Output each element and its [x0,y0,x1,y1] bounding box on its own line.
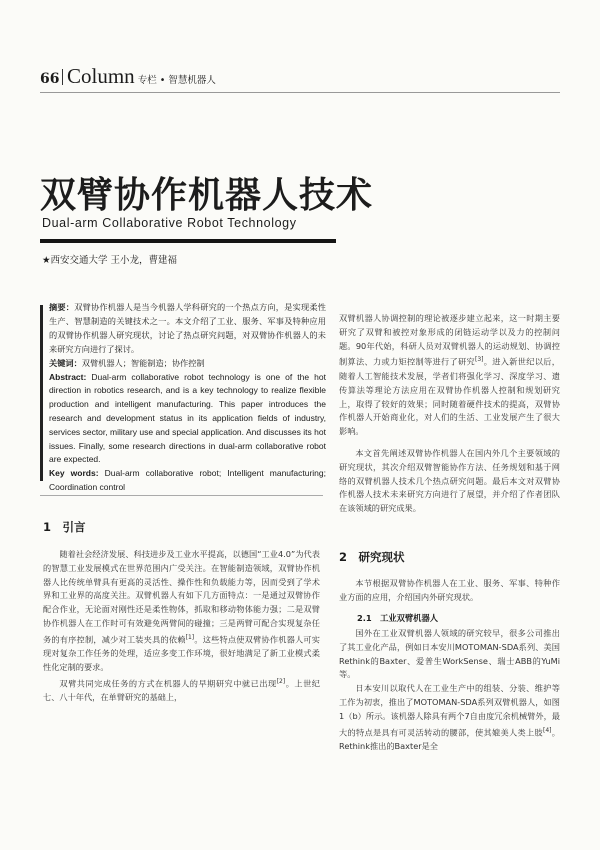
sub-p2-end: 。Rethink推出的Baxter是全 [339,727,560,752]
status-intro-wrap [339,577,560,605]
column-label: Column [67,64,135,88]
subsection-paragraph-1: 国外在工业双臂机器人领域的研究较早，很多公司推出了其工业化产品，例如日本安川MOTOMAN-SDA系列、美国Rethink的Baxter、爱普生WorkSense、瑞士ABB的YuMi等。 [339,628,560,680]
running-header [40,64,216,90]
intro-paragraph-2 [43,675,320,705]
ref-2: [2] [276,677,286,685]
subsection-title-industrial: 2.1 工业双臂机器人 [357,613,439,623]
abstract-zh-text: 双臂协作机器人是当今机器人学科研究的一个热点方向，是实现柔性生产、智慧制造的关键技术之一。本文介绍了工业、服务、军事及特种应用的双臂协作机器人研究现状，讨论了热点研究问题，对双臂协作机器人的未来研究方向进行了探讨。 [49,302,326,354]
section-title-intro: 1 引言 [43,520,86,534]
abstract-block [49,301,326,491]
subsection-paragraph-2 [339,682,560,754]
intro-p1-text: 随着社会经济发展、科技进步及工业水平提高，以德国“工业4.0”为代表的智慧工业发展模式在世界范围内广受关注。在智能制造领域，双臂协作机器人比传统单臂具有更高的灵活性、操作性和负载能力等，因而受到了学术界和工业界的高度关注。双臂机器人有如下几方面特点：一是通过双臂协作配合作业，无论面对刚性还是柔性物体，抓取和移动物体能力强；二是双臂协作机器人在工作时可有效避免两臂间的碰撞；三是两臂可配合实现复杂任务的有序控制，减少对工装夹具的依赖 [43,549,320,645]
abstract-zh [49,301,326,357]
keywords-zh-label: 关键词： [49,357,82,368]
right-column-continuation [339,312,560,439]
intro-paragraph-1 [43,548,320,675]
keywords-en-text: Dual-arm collaborative robot; Intelligent manufacturing; Coordination control [49,468,326,492]
author-line: ★西安交通大学 王小龙，曹建福 [42,255,178,266]
keywords-zh-text: 双臂机器人；智能制造；协作控制 [81,357,205,368]
ref-3: [3] [474,356,484,364]
page-number: 66 [40,71,60,87]
intro-paragraph-4-wrap [339,447,560,516]
intro-p1-end: 。这些特点使双臂协作机器人可实现对复杂工作任务的处理，适应多变工作环境，很好地满足了新工业模式柔性化定制的要求。 [43,634,320,673]
keywords-en [49,467,326,495]
intro-paragraph-4: 本文首先阐述双臂协作机器人在国内外几个主要领域的研究现状，其次介绍双臂智能协作方法、任务规划和基于网络的双臂机器人技术几个热点研究问题。最后本文对双臂协作机器人技术未来研究方向进行了展望，并介绍了作者团队在该领域的研究成果。 [339,448,560,514]
intro-body [43,548,320,705]
title-rule [40,239,336,243]
article-title-zh: 双臂协作机器人技术 [40,174,374,216]
section-title-status: 2 研究现状 [339,550,405,564]
subsection-body [339,627,560,754]
column-section-label: 专栏 • 智慧机器人 [137,75,216,86]
intro-p2-end: 。上世纪七、八十年代，在单臂研究的基础上， [43,678,320,703]
abstract-en-text: Dual-arm collaborative robot technology is one of the hot direction in robotics research, and is a key technology to realize flexible production and intelligent manufacturing. This paper introduces the research and development status in its application fields of industry, services sector, military use and special application. And discusses its hot issues. Finally, some research directions in dual-arm collaborative robot are expected. [49,371,326,465]
header-rule [40,92,560,93]
right-p1-text: 双臂机器人协调控制的理论被逐步建立起来，这一时期主要研究了双臂和被控对象形成的闭链运动学以及力的控制问题。90年代始，科研人员对双臂机器人的运动规划、协调控制算法、力或力矩控制等进行了研究 [339,313,560,368]
intro-paragraph-3 [339,312,560,439]
ref-4: [4] [542,726,552,734]
abstract-bottom-rule [40,495,323,496]
keywords-en-label: Key words: [49,468,99,479]
intro-p2-text: 双臂共同完成任务的方式在机器人的早期研究中就已出现 [59,678,277,689]
article-title-en: Dual-arm Collaborative Robot Technology [42,216,297,230]
status-paragraph-1: 本节根据双臂协作机器人在工业、服务、军事、特种作业方面的应用，介绍国内外研究现状。 [339,578,560,602]
sub-p2-text: 日本安川以取代人在工业生产中的组装、分装、维护等工作为初衷，推出了MOTOMAN-SDA系列双臂机器人，如图1（b）所示。该机器人除具有两个7自由度冗余机械臂外，最大的特点是具有可灵活转动的腰部，使其媲美人类上肢 [339,683,560,738]
ref-1: [1] [185,633,195,641]
abstract-en-label: Abstract: [49,371,87,382]
abstract-zh-label: 摘要： [49,302,75,312]
keywords-zh [49,357,326,371]
header-divider [62,69,63,85]
abstract-side-bar [40,305,43,481]
right-p1-end: 。进入新世纪以后，随着人工智能技术发展，学者们将强化学习、深度学习、遗传算法等理论方法应用在双臂协作机器人控制和规划研究上，取得了较好的效果；同时随着硬件技术的提高，双臂协作机器人开始商业化，对人们的生活、工业发展产生了很大影响。 [339,357,560,437]
abstract-en [49,371,326,468]
